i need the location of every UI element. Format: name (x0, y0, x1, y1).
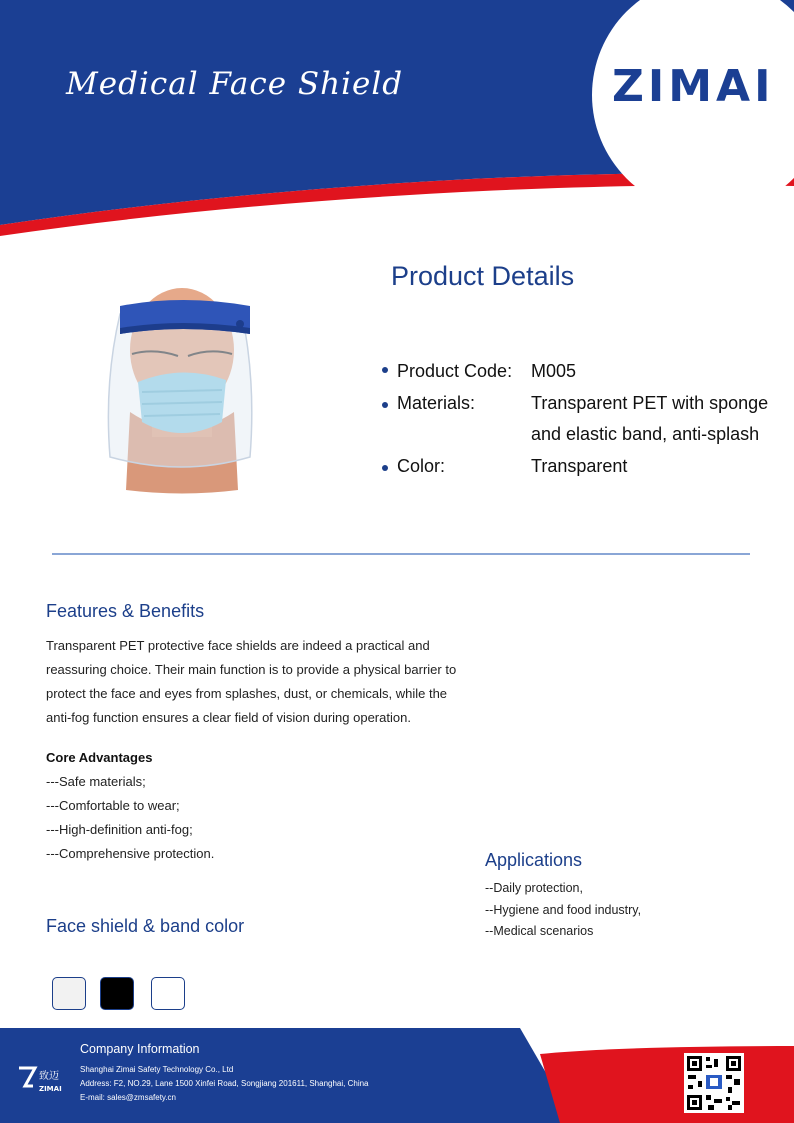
footer-email: E-mail: sales@zmsafety.cn (80, 1093, 176, 1102)
swatch-black (100, 977, 134, 1010)
paragraph-line: anti-fog function ensures a clear field of vision during operation. (46, 710, 411, 725)
product-details-title: Product Details (391, 261, 575, 291)
spec-label-color: Color: (397, 456, 446, 476)
spec-value-code: M005 (531, 361, 577, 381)
core-advantage-item: ---Comprehensive protection. (46, 846, 215, 861)
swatch-white (151, 977, 185, 1010)
core-advantage-item: ---Comfortable to wear; (46, 798, 180, 813)
color-section-title: Face shield & band color (46, 916, 245, 936)
application-item: --Medical scenarios (485, 924, 594, 938)
document-title: Medical Face Shield (66, 66, 404, 102)
svg-text:ZIMAI: ZIMAI (612, 61, 775, 110)
core-advantage-item: ---High-definition anti-fog; (46, 822, 193, 837)
application-item: --Daily protection, (485, 881, 583, 895)
zimai-logo (612, 60, 782, 110)
footer-address: Address: F2, NO.29, Lane 1500 Xinfei Road, Songjiang 201611, Shanghai, China (80, 1079, 369, 1088)
bullet-icon (382, 367, 388, 373)
bullet-icon (382, 465, 388, 471)
paragraph-line: reassuring choice. Their main function is to provide a physical barrier to (46, 662, 457, 677)
face-shield-product-image (90, 272, 280, 497)
svg-text:致迈: 致迈 (39, 1071, 59, 1082)
spec-value-materials: Transparent PET with sponge (531, 393, 769, 413)
application-item: --Hygiene and food industry, (485, 903, 642, 917)
paragraph-line: Transparent PET protective face shields are indeed a practical and (46, 638, 430, 653)
footer-title: Company Information (80, 1042, 200, 1056)
swatch-light-gray (52, 977, 86, 1010)
header-banner (0, 0, 794, 240)
applications-title: Applications (485, 850, 583, 870)
features-title: Features & Benefits (46, 601, 205, 621)
spec-label-code: Product Code: (397, 361, 513, 381)
section-divider (52, 553, 750, 555)
spec-value-color: Transparent (531, 456, 628, 476)
core-advantages-title: Core Advantages (46, 750, 153, 765)
core-advantage-item: ---Safe materials; (46, 774, 146, 789)
paragraph-line: protect the face and eyes from splashes, dust, or chemicals, while the (46, 686, 448, 701)
spec-label-materials: Materials: (397, 393, 476, 413)
features-paragraph (46, 634, 486, 730)
zimai-footer-logo (17, 1064, 69, 1096)
footer-company: Shanghai Zimai Safety Technology Co., Ltd (80, 1065, 234, 1074)
bullet-icon (382, 402, 388, 408)
svg-text:ZIMAI: ZIMAI (39, 1085, 62, 1093)
spec-value-materials-cont: and elastic band, anti-splash (531, 424, 760, 444)
qr-code-icon (684, 1053, 744, 1113)
